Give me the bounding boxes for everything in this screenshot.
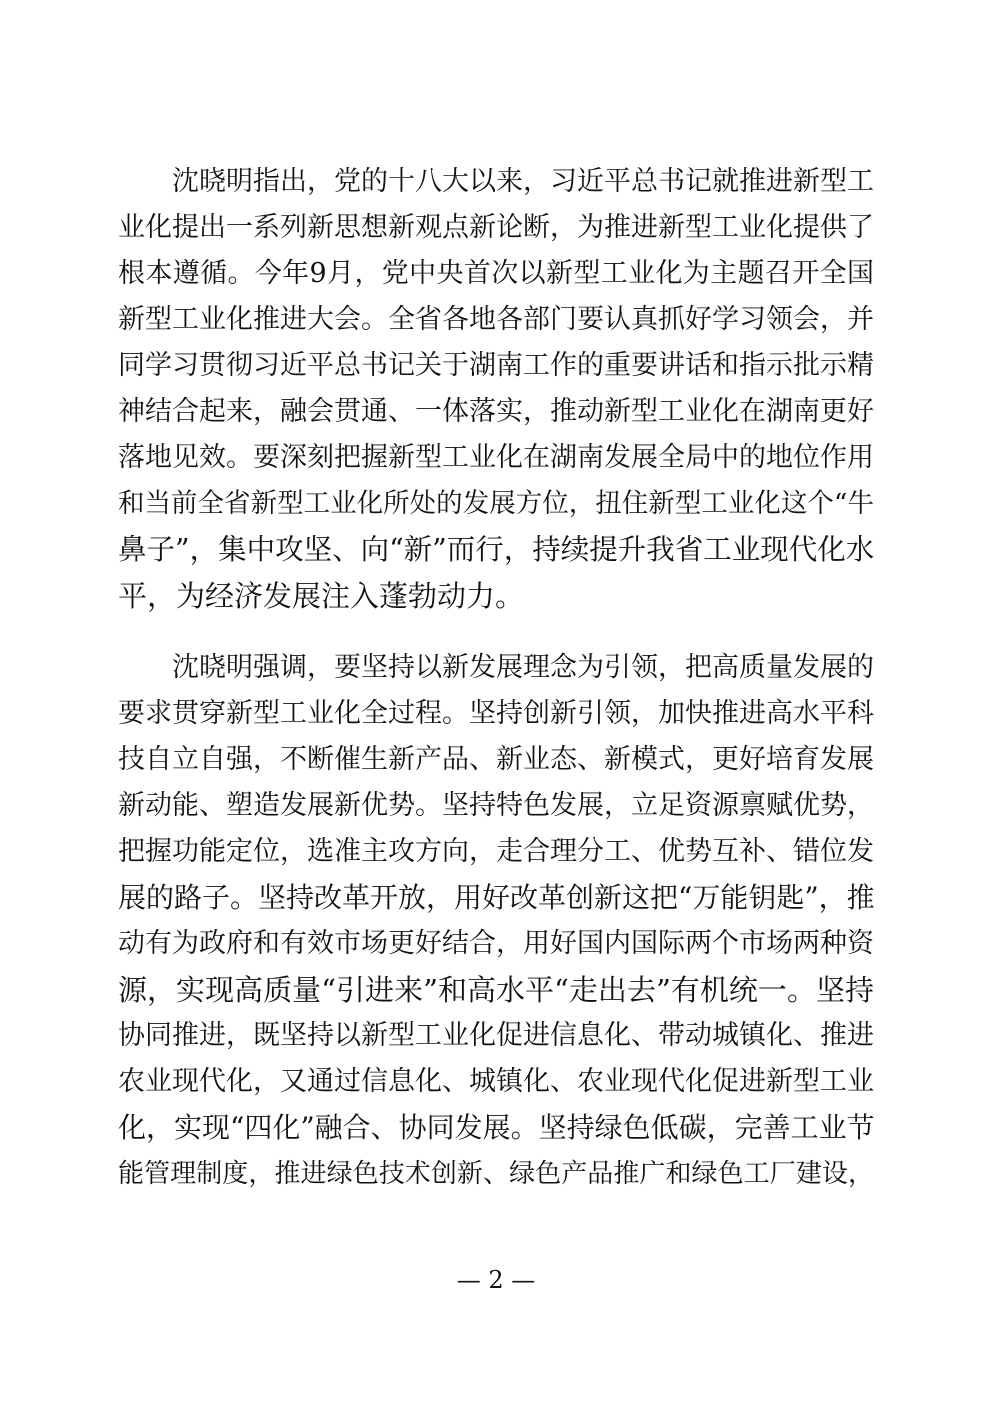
paragraph-line: 和当前全省新型工业化所处的发展方位，扭住新型工业化这个“牛 [118,488,874,519]
paragraph-line: 要求贯穿新型工业化全过程。坚持创新引领，加快推进高水平科 [118,698,874,729]
paragraph-line: 农业现代化，又通过信息化、城镇化、农业现代化促进新型工业 [118,1066,874,1097]
paragraph-line: 同学习贯彻习近平总书记关于湖南工作的重要讲话和指示批示精 [118,350,874,381]
page-number: — 2 — [456,1266,536,1294]
paragraph-line: 鼻子”，集中攻坚、向“新”而行，持续提升我省工业现代化水 [118,533,875,566]
paragraph-line: 新动能、塑造发展新优势。坚持特色发展，立足资源禀赋优势， [118,790,874,821]
paragraph-line: 技自立自强，不断催生新产品、新业态、新模式，更好培育发展 [118,744,874,775]
paragraph-line: 化，实现“四化”融合、协同发展。坚持绿色低碳，完善工业节 [118,1111,875,1144]
paragraph-line: 落地见效。要深刻把握新型工业化在湖南发展全局中的地位作用 [118,442,874,473]
paragraph-line: 动有为政府和有效市场更好结合，用好国内国际两个市场两种资 [118,928,874,959]
paragraph-line: 源，实现高质量“引进来”和高水平“走出去”有机统一。坚持 [118,973,874,1007]
paragraph-line: 平，为经济发展注入蓬勃动力。 [118,579,525,613]
paragraph-line: 能管理制度，推进绿色技术创新、绿色产品推广和绿色工厂建设， [118,1159,874,1189]
paragraph-line: 业化提出一系列新思想新观点新论断，为推进新型工业化提供了 [118,212,874,243]
paragraph-line: 沈晓明指出，党的十八大以来，习近平总书记就推进新型工 [172,166,874,197]
paragraph-line: 新型工业化推进大会。全省各地各部门要认真抓好学习领会，并 [118,304,874,335]
paragraph-line: 展的路子。坚持改革开放，用好改革创新这把“万能钥匙”，推 [118,881,875,914]
paragraph-line: 把握功能定位，选准主攻方向，走合理分工、优势互补、错位发 [118,836,874,867]
paragraph-line: 根本遵循。今年9月，党中央首次以新型工业化为主题召开全国 [118,258,874,289]
paragraph-line: 沈晓明强调，要坚持以新发展理念为引领，把高质量发展的 [172,652,874,683]
paragraph-line: 协同推进，既坚持以新型工业化促进信息化、带动城镇化、推进 [118,1020,874,1051]
paragraph-line: 神结合起来，融会贯通、一体落实，推动新型工业化在湖南更好 [118,396,874,427]
